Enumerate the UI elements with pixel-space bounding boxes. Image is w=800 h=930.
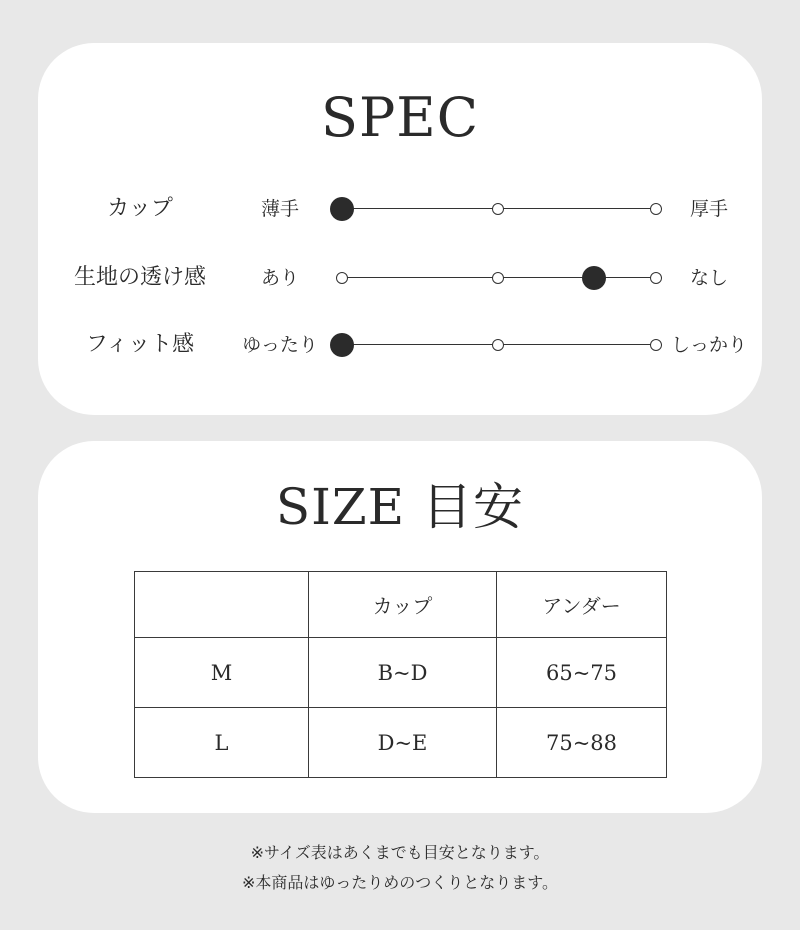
- size-card: [38, 441, 762, 813]
- table-cell: 65~75: [497, 638, 667, 708]
- table-cell: D~E: [309, 708, 497, 778]
- scale-dot-selected: [582, 266, 606, 290]
- table-header-cell: カップ: [309, 572, 497, 638]
- scale-dot: [492, 272, 504, 284]
- scale-dot-selected: [330, 333, 354, 357]
- size-note: ※サイズ表はあくまでも目安となります。: [250, 843, 550, 862]
- spec-row-label: カップ: [107, 196, 173, 221]
- scale-dot: [492, 203, 504, 215]
- table-header-cell: [135, 572, 309, 638]
- scale-dot: [492, 339, 504, 351]
- scale-dot: [336, 272, 348, 284]
- table-cell: L: [135, 708, 309, 778]
- table-cell: 75~88: [497, 708, 667, 778]
- scale-dot-selected: [330, 197, 354, 221]
- table-cell: B~D: [309, 638, 497, 708]
- table-header-row: [135, 572, 667, 638]
- spec-left-label: 薄手: [260, 198, 299, 220]
- table-cell: M: [135, 638, 309, 708]
- spec-right-label: しっかり: [670, 334, 747, 356]
- table-row: [135, 638, 667, 708]
- spec-row-label: 生地の透け感: [73, 265, 206, 290]
- spec-right-label: 厚手: [689, 198, 728, 220]
- spec-row-label: フィット感: [85, 332, 195, 357]
- spec-right-label: なし: [689, 267, 728, 289]
- table-row: [135, 708, 667, 778]
- size-title: SIZE 目安: [275, 478, 525, 536]
- spec-left-label: ゆったり: [242, 334, 318, 356]
- spec-card: [38, 43, 762, 415]
- spec-left-label: あり: [260, 267, 299, 289]
- fit-note: ※本商品はゆったりめのつくりとなります。: [242, 873, 558, 892]
- spec-title: SPEC: [320, 86, 480, 149]
- size-table: [134, 571, 667, 778]
- table-header-cell: アンダー: [497, 572, 667, 638]
